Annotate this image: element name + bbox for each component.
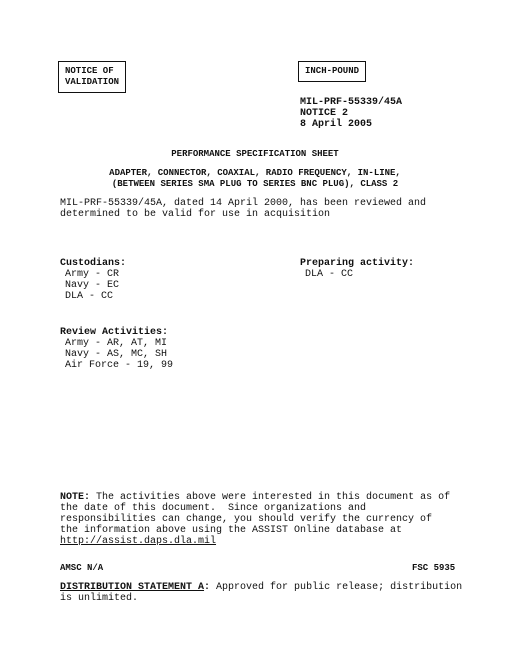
note-section (60, 492, 450, 547)
validation-line-1: MIL-PRF-55339/45A, dated 14 April 2000, has been reviewed and (60, 198, 427, 209)
review-activity-item: Army - AR, AT, MI (65, 338, 168, 349)
notice-box-line-2: VALIDATION (65, 77, 120, 87)
custodians-section (60, 258, 126, 302)
distribution-line-1 (60, 582, 462, 593)
distribution-colon: : (204, 582, 211, 593)
preparing-activity-item: DLA - CC (305, 269, 354, 280)
custodians-label: Custodians: (60, 258, 127, 269)
document-title-line-2: (BETWEEN SERIES SMA PLUG TO SERIES BNC PLUG), CLASS 2 (111, 179, 399, 189)
notice-of-validation-box (58, 61, 126, 93)
note-line-3: responsibilities can change, you should verify the currency of (60, 514, 433, 525)
note-line-1 (60, 492, 450, 503)
note-label: NOTE: (60, 492, 91, 503)
validation-line-2: determined to be valid for use in acquisition (60, 209, 331, 220)
note-line-4: the information above using the ASSIST Online database at (60, 525, 403, 536)
notice-date: 8 April 2005 (300, 119, 373, 130)
document-identifier-block (300, 97, 402, 130)
document-title (0, 168, 510, 190)
preparing-activity-section (300, 258, 414, 280)
preparing-activity-label: Preparing activity: (300, 258, 415, 269)
review-activities-label: Review Activities: (60, 327, 169, 338)
fsc-label: FSC 5935 (412, 563, 456, 573)
distribution-label: DISTRIBUTION STATEMENT A (60, 582, 205, 593)
distribution-text-1: Approved for public release; distribution (210, 582, 463, 593)
assist-link[interactable]: http://assist.daps.dla.mil (60, 536, 217, 547)
note-text-1: The activities above were interested in this document as of (90, 492, 451, 503)
sheet-title: PERFORMANCE SPECIFICATION SHEET (171, 149, 339, 159)
notice-box-line-1: NOTICE OF (65, 66, 114, 76)
custodian-item: Navy - EC (65, 280, 120, 291)
distribution-statement (60, 582, 462, 604)
review-activity-item: Air Force - 19, 99 (65, 360, 174, 371)
distribution-line-2: is unlimited. (60, 593, 139, 604)
validation-statement (60, 198, 426, 220)
custodian-item: Army - CR (65, 269, 120, 280)
custodian-item: DLA - CC (65, 291, 114, 302)
doc-id: MIL-PRF-55339/45A (300, 97, 403, 108)
document-title-line-1: ADAPTER, CONNECTOR, COAXIAL, RADIO FREQUENCY, IN-LINE, (109, 168, 401, 178)
amsc-label: AMSC N/A (60, 563, 104, 573)
review-activity-item: Navy - AS, MC, SH (65, 349, 168, 360)
review-activities-section (60, 327, 173, 371)
inch-pound-label: INCH-POUND (305, 66, 360, 76)
inch-pound-box (298, 61, 366, 82)
notice-number: NOTICE 2 (300, 108, 349, 119)
note-line-2: the date of this document. Since organizations and (60, 503, 367, 514)
